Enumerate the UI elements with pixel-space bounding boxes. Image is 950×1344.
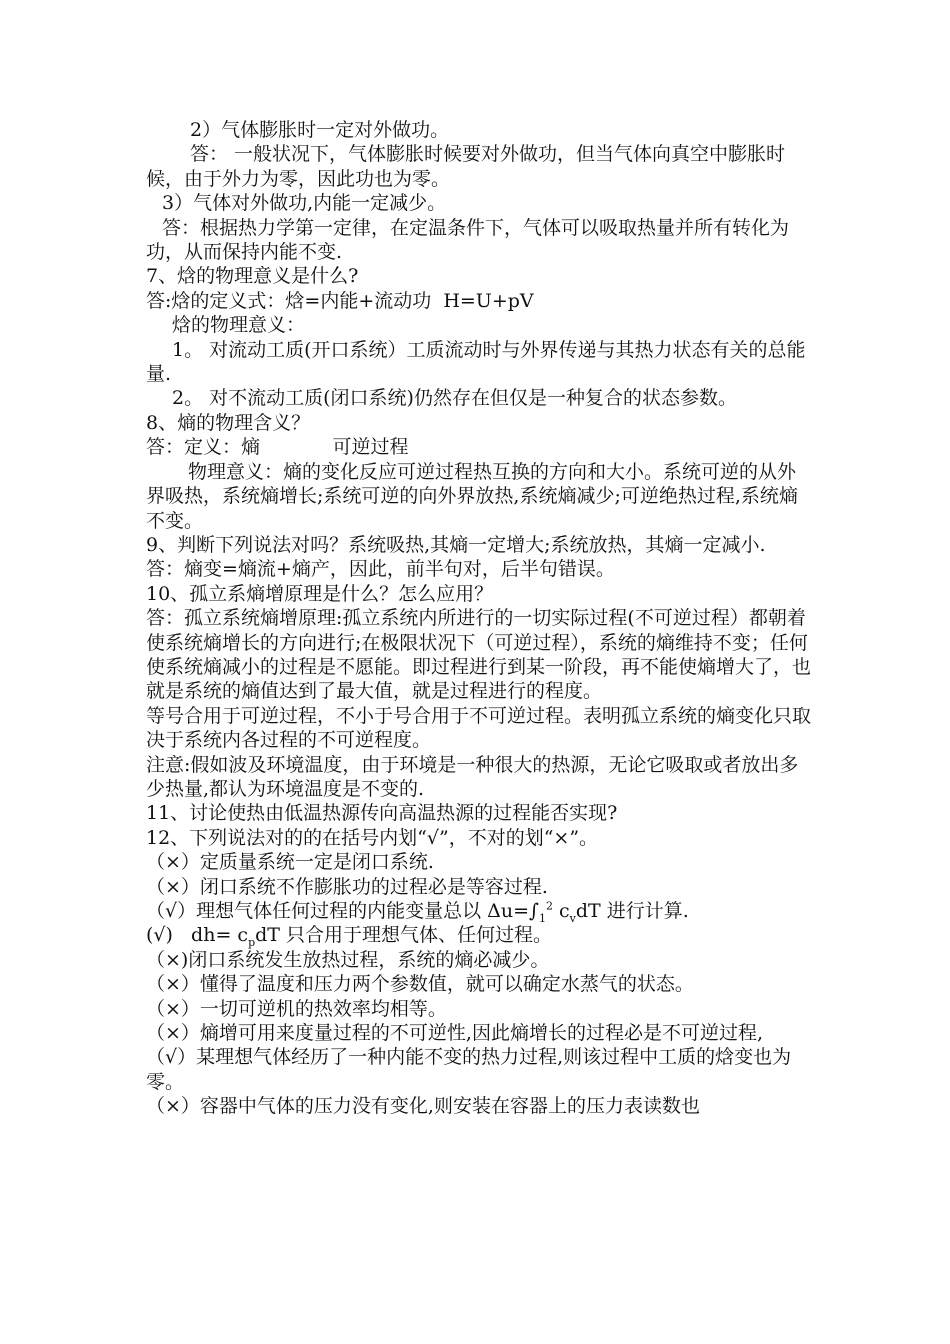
answer-7-definition: 答:焓的定义式：焓=内能+流动功 H=U+pV <box>146 289 534 312</box>
integral-lower-limit: 1 <box>538 911 546 925</box>
item-3-statement: 3）气体对外做功,内能一定减少。 <box>162 192 447 215</box>
answer-7-point-2: 2。 对不流动工质(闭口系统)仍然存在但仅是一种复合的状态参数。 <box>172 387 737 410</box>
item-3-answer: 答：根据热力学第一定律，在定温条件下，气体可以吸取热量并所有转化为功，从而保持内能不变. <box>146 216 790 264</box>
answer-9: 答：熵变=熵流+熵产，因此，前半句对，后半句错误。 <box>146 558 615 581</box>
answer-8-definition: 答：定义：熵 可逆过程 <box>146 436 409 459</box>
question-12: 12、下列说法对的的在括号内划“√”，不对的划“×”。 <box>146 826 599 849</box>
answer-7-point-1: 1。 对流动工质(开口系统）工质流动时与外界传递与其热力状态有关的总能量. <box>146 338 806 386</box>
formula-text: dT 只合用于理想气体、任何过程。 <box>255 924 552 947</box>
item-2-statement: 2）气体膨胀时一定对外做功。 <box>190 119 450 141</box>
question-10: 10、孤立系熵增原理是什么？怎么应用？ <box>146 582 494 605</box>
judgement-item: （×）容器中气体的压力没有变化,则安装在容器上的压力表读数也 <box>146 1095 700 1118</box>
document-page <box>146 118 811 1119</box>
judgement-item: （×）懂得了温度和压力两个参数值，就可以确定水蒸气的状态。 <box>146 973 694 996</box>
judgement-item: （√）某理想气体经历了一种内能不变的热力过程,则该过程中工质的焓变也为零。 <box>146 1046 792 1093</box>
judgement-item: （×)闭口系统发生放热过程，系统的熵必减少。 <box>146 948 550 971</box>
integral-upper-limit: 2 <box>545 899 553 913</box>
question-8: 8、熵的物理含义？ <box>146 411 311 434</box>
judgement-item: （×）闭口系统不作膨胀功的过程必是等容过程. <box>146 875 548 898</box>
formula-text: c <box>552 900 570 922</box>
subscript-v: v <box>569 911 576 925</box>
formula-text: (√) dh= c <box>146 924 249 947</box>
answer-10-principle: 答：孤立系统熵增原理:孤立系统内所进行的一切实际过程(不可逆过程）都朝着使系统熵增长的方向进行;在极限状况下（可逆过程），系统的熵维持不变；任何使系统熵减小的过程是不愿能。即过程进行到某一阶段，再不能使熵增大了，也就是系统的熵值达到了最大值，就是过程进行的程度。 <box>146 607 812 703</box>
judgement-item-formula-dh <box>146 923 811 950</box>
question-9: 9、判断下列说法对吗？系统吸热,其熵一定增大;系统放热，其熵一定减小. <box>146 533 766 556</box>
judgement-item-formula-du <box>146 899 811 923</box>
question-11: 11、讨论使热由低温热源传向高温热源的过程能否实现? <box>146 802 618 825</box>
judgement-item: （×）定质量系统一定是闭口系统. <box>146 851 434 874</box>
judgement-item: （×）一切可逆机的热效率均相等。 <box>146 997 447 1020</box>
answer-10-note: 注意:假如波及环境温度，由于环境是一种很大的热源，无论它吸取或者放出多少热量,都认为环境温度是不变的. <box>146 753 799 800</box>
formula-text: dT 进行计算. <box>575 900 689 922</box>
subscript-p: p <box>248 936 256 950</box>
item-2-answer: 答： 一般状况下，气体膨胀时候要对外做功，但当气体向真空中膨胀时候，由于外力为零，因此功也为零。 <box>146 143 786 190</box>
answer-8-meaning: 物理意义：熵的变化反应可逆过程热互换的方向和大小。系统可逆的从外界吸热，系统熵增长;系统可逆的向外界放热,系统熵减少;可逆绝热过程,系统熵不变。 <box>146 460 798 532</box>
formula-text: （√）理想气体任何过程的内能变量总以 Δu=∫ <box>146 900 539 922</box>
answer-7-meaning-heading: 焓的物理意义： <box>172 314 306 337</box>
answer-10-application: 等号合用于可逆过程，不小于号合用于不可逆过程。表明孤立系统的熵变化只取决于系统内各过程的不可逆程度。 <box>146 704 812 752</box>
judgement-item: （×）熵增可用来度量过程的不可逆性,因此熵增长的过程必是不可逆过程, <box>146 1022 764 1045</box>
question-7: 7、焓的物理意义是什么? <box>146 265 359 288</box>
